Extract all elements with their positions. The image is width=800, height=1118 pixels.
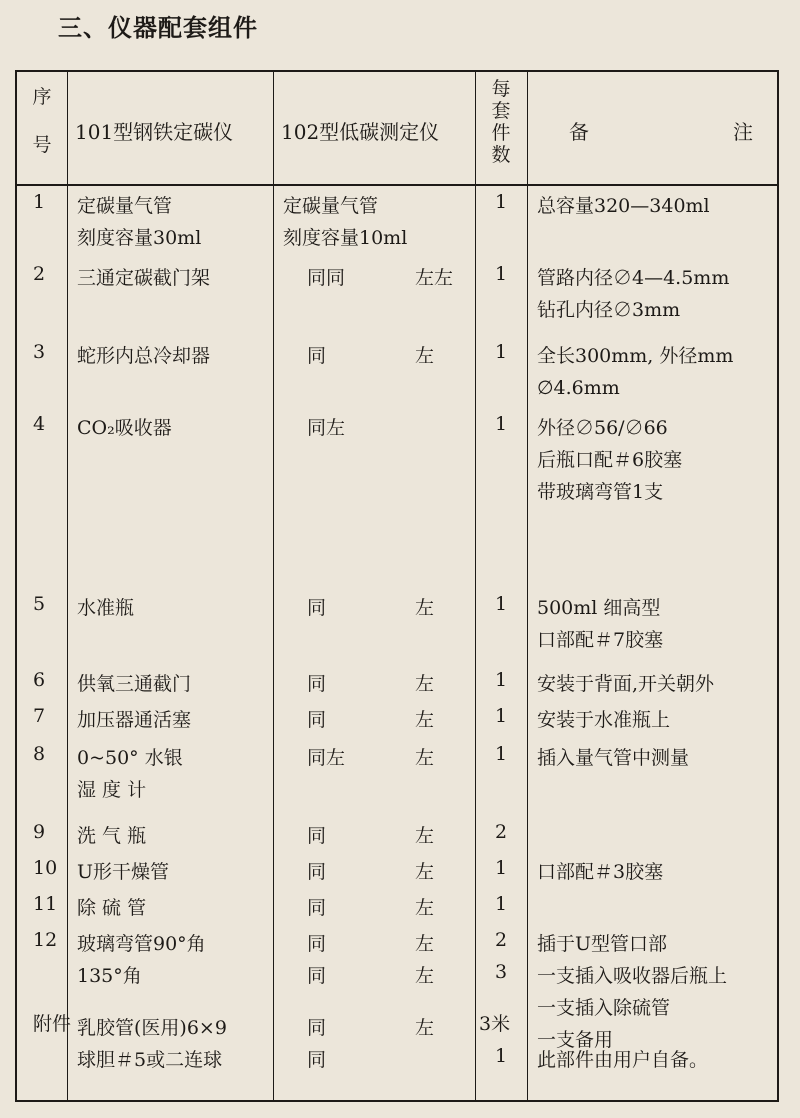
quantity: 1 (495, 705, 508, 727)
row-number: 8 (33, 743, 46, 765)
item-102-same: 左 (415, 897, 435, 919)
row-number: 12 (33, 929, 58, 951)
item-102-same: 左 (415, 597, 435, 619)
remark: 全长300mm, 外径mm (537, 345, 734, 367)
item-101: U形干燥管 (77, 861, 170, 883)
quantity: 1 (495, 857, 508, 879)
remark: 一支插入吸收器后瓶上 (537, 965, 728, 987)
item-102-same: 左 (415, 861, 435, 883)
item-101: 0~50° 水银 (77, 747, 183, 769)
components-table (15, 70, 779, 1102)
item-101: 135°角 (77, 965, 142, 987)
quantity: 1 (495, 669, 508, 691)
item-102: 同 (307, 897, 327, 919)
item-102: 同 (307, 1049, 327, 1071)
remark: 口部配＃7胶塞 (537, 629, 664, 651)
row-number: 6 (33, 669, 46, 691)
row-number: 7 (33, 705, 46, 727)
item-102-same: 左 (415, 673, 435, 695)
remark: 管路内径∅4—4.5mm (537, 267, 730, 289)
item-102: 同左 (307, 417, 346, 439)
item-101: 水准瓶 (77, 597, 135, 619)
item-101: 供氧三通截门 (77, 673, 192, 695)
item-101: 加压器通活塞 (77, 709, 192, 731)
header-divider (17, 184, 777, 186)
quantity: 1 (495, 413, 508, 435)
item-102: 同左 (307, 747, 346, 769)
item-102: 定碳量气管 (283, 195, 379, 217)
row-number: 10 (33, 857, 58, 879)
row-number: 3 (33, 341, 46, 363)
row-number: 5 (33, 593, 46, 615)
remark: 500ml 细高型 (537, 597, 661, 619)
item-101: 蛇形内总冷却器 (77, 345, 211, 367)
remark: 后瓶口配＃6胶塞 (537, 449, 683, 471)
item-102-same: 左 (415, 345, 435, 367)
remark: 插入量气管中测量 (537, 747, 690, 769)
item-101: CO₂吸收器 (77, 417, 172, 439)
item-102: 同 (307, 709, 327, 731)
quantity: 3 (495, 961, 508, 983)
item-101: 定碳量气管 (77, 195, 173, 217)
remark: 安装于水准瓶上 (537, 709, 671, 731)
header-102: 102型低碳测定仪 (281, 120, 440, 144)
remark: 此部件由用户自备。 (537, 1049, 709, 1071)
row-number: 1 (33, 191, 46, 213)
remark: ∅4.6mm (537, 377, 620, 399)
header-remarks: 备 (569, 120, 589, 144)
section-heading: 三、仪器配套组件 (58, 14, 258, 42)
item-102-same: 左 (415, 933, 435, 955)
quantity: 2 (495, 929, 508, 951)
item-102-same: 左 (415, 965, 435, 987)
row-number: 2 (33, 263, 46, 285)
row-number: 9 (33, 821, 46, 843)
column-divider (67, 72, 68, 1100)
item-101: 洗 气 瓶 (77, 825, 147, 847)
remark: 带玻璃弯管1支 (537, 481, 664, 503)
remark: 一支插入除硫管 (537, 997, 671, 1019)
quantity: 1 (495, 743, 508, 765)
remark: 口部配＃3胶塞 (537, 861, 664, 883)
remark: 插于U型管口部 (537, 933, 668, 955)
item-102: 同 (307, 861, 327, 883)
item-102-same: 左左 (415, 267, 454, 289)
item-101: 玻璃弯管90°角 (77, 933, 206, 955)
header-remarks: 注 (733, 120, 753, 144)
item-102-same: 左 (415, 747, 435, 769)
item-102: 同 (307, 345, 327, 367)
item-102: 同同 (307, 267, 346, 289)
item-101: 球胆＃5或二连球 (77, 1049, 223, 1071)
quantity: 1 (495, 893, 508, 915)
remark: 钻孔内径∅3mm (537, 299, 681, 321)
row-number: 11 (33, 893, 58, 915)
remark: 总容量320—340ml (537, 195, 710, 217)
item-101: 湿 度 计 (77, 779, 147, 801)
item-101: 三通定碳截门架 (77, 267, 211, 289)
remark: 外径∅56/∅66 (537, 417, 668, 439)
item-102-same: 左 (415, 709, 435, 731)
item-102: 刻度容量10ml (283, 227, 408, 249)
quantity: 1 (495, 263, 508, 285)
item-102: 同 (307, 825, 327, 847)
item-101: 除 硫 管 (77, 897, 147, 919)
quantity: 1 (495, 341, 508, 363)
header-qty: 每 套 件 数 (491, 78, 511, 166)
item-102: 同 (307, 597, 327, 619)
quantity: 3米 (479, 1013, 511, 1035)
item-102-same: 左 (415, 1017, 435, 1039)
header-101: 101型钢铁定碳仪 (75, 120, 234, 144)
header-seq: 序 号 (32, 86, 52, 156)
quantity: 1 (495, 593, 508, 615)
item-101: 乳胶管(医用)6×9 (77, 1017, 227, 1039)
row-number: 附件 (33, 1013, 72, 1035)
remark: 一支备用 (537, 1029, 614, 1051)
item-102: 同 (307, 1017, 327, 1039)
column-divider (527, 72, 528, 1100)
quantity: 2 (495, 821, 508, 843)
item-102: 同 (307, 933, 327, 955)
item-102: 同 (307, 673, 327, 695)
quantity: 1 (495, 1045, 508, 1067)
row-number: 4 (33, 413, 46, 435)
item-102: 同 (307, 965, 327, 987)
quantity: 1 (495, 191, 508, 213)
item-101: 刻度容量30ml (77, 227, 202, 249)
remark: 安装于背面,开关朝外 (537, 673, 715, 695)
column-divider (475, 72, 476, 1100)
item-102-same: 左 (415, 825, 435, 847)
column-divider (273, 72, 274, 1100)
